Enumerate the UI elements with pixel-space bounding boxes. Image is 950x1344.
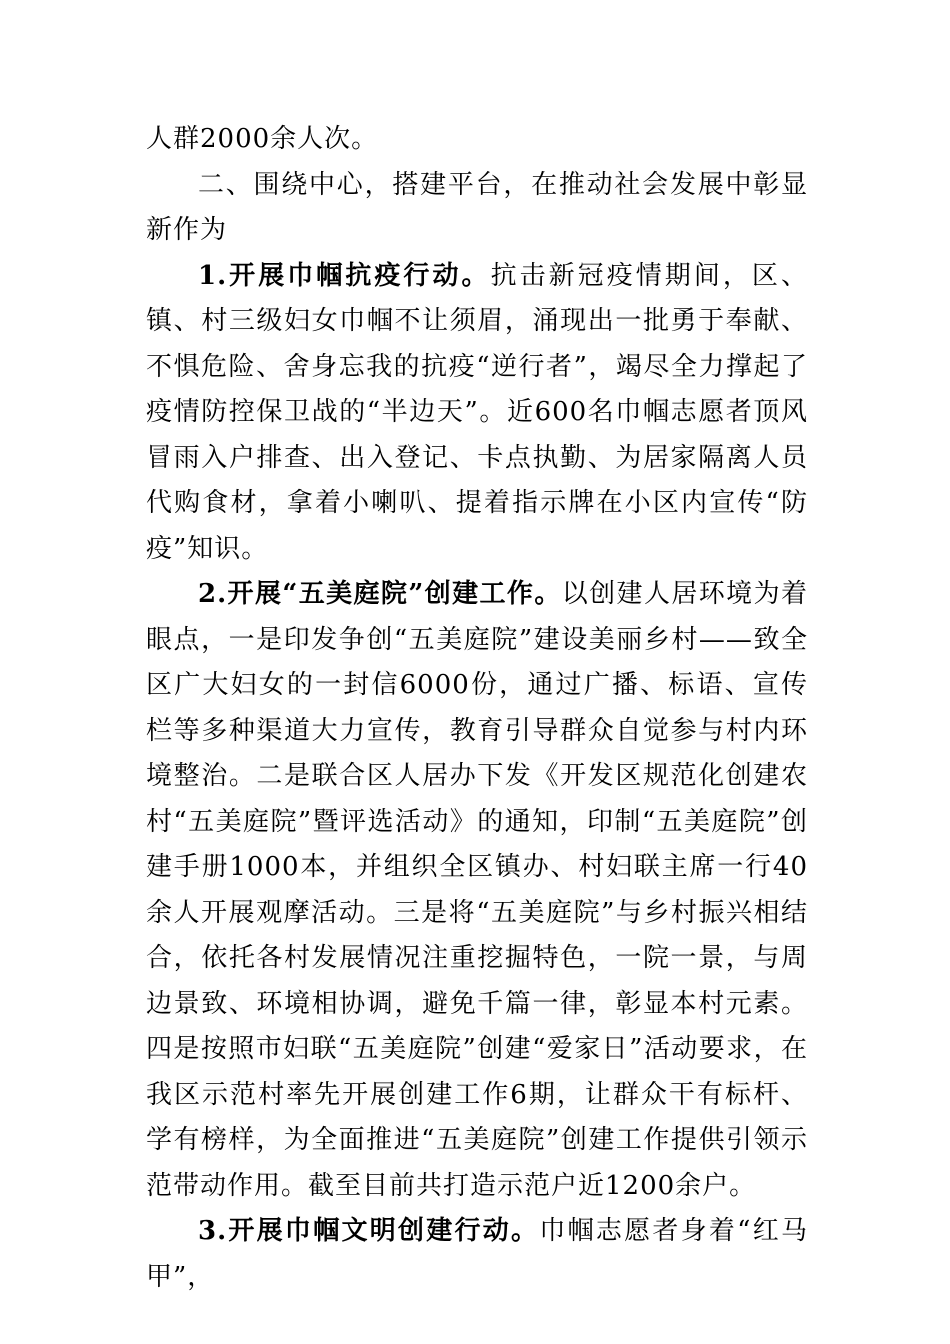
item-1-title: 1.开展巾帼抗疫行动。 xyxy=(198,260,491,291)
item-1-paragraph xyxy=(146,254,808,573)
item-2-paragraph xyxy=(146,572,808,1209)
item-2-title: 2.开展“五美庭院”创建工作。 xyxy=(198,579,562,609)
item-3-body: 巾帼志愿者身着“红马甲”， xyxy=(146,1216,808,1292)
item-1-body: 抗击新冠疫情期间，区、镇、村三级妇女巾帼不让须眉，涌现出一批勇于奉献、不惧危险、舍身忘我的抗疫“逆行者”，竭尽全力撑起了疫情防控保卫战的“半边天”。近600名巾帼志愿者顶风冒雨入户排查、出入登记、卡点执勤、为居家隔离人员代购食材，拿着小喇叭、提着指示牌在小区内宣传“防疫”知识。 xyxy=(146,260,808,564)
document-body xyxy=(146,117,808,1300)
item-3-title: 3.开展巾帼文明创建行动。 xyxy=(198,1216,540,1246)
paragraph-continuation: 人群2000余人次。 xyxy=(146,124,379,154)
item-3-paragraph xyxy=(146,1209,808,1300)
item-2-body: 以创建人居环境为着眼点，一是印发争创“五美庭院”建设美丽乡村——致全区广大妇女的一封信6000份，通过广播、标语、宣传栏等多种渠道大力宣传，教育引导群众自觉参与村内环境整治。二是联合区人居办下发《开发区规范化创建农村“五美庭院”暨评选活动》的通知，印制“五美庭院”创建手册1000本，并组织全区镇办、村妇联主席一行40余人开展观摩活动。三是将“五美庭院”与乡村振兴相结合，依托各村发展情况注重挖掘特色，一院一景，与周边景致、环境相协调，避免千篇一律，彰显本村元素。四是按照市妇联“五美庭院”创建“爱家日”活动要求，在我区示范村率先开展创建工作6期，让群众干有标杆、学有榜样，为全面推进“五美庭院”创建工作提供引领示范带动作用。截至目前共打造示范户近1200余户。 xyxy=(146,579,808,1201)
section-heading: 二、围绕中心，搭建平台，在推动社会发展中彰显新作为 xyxy=(146,169,808,245)
